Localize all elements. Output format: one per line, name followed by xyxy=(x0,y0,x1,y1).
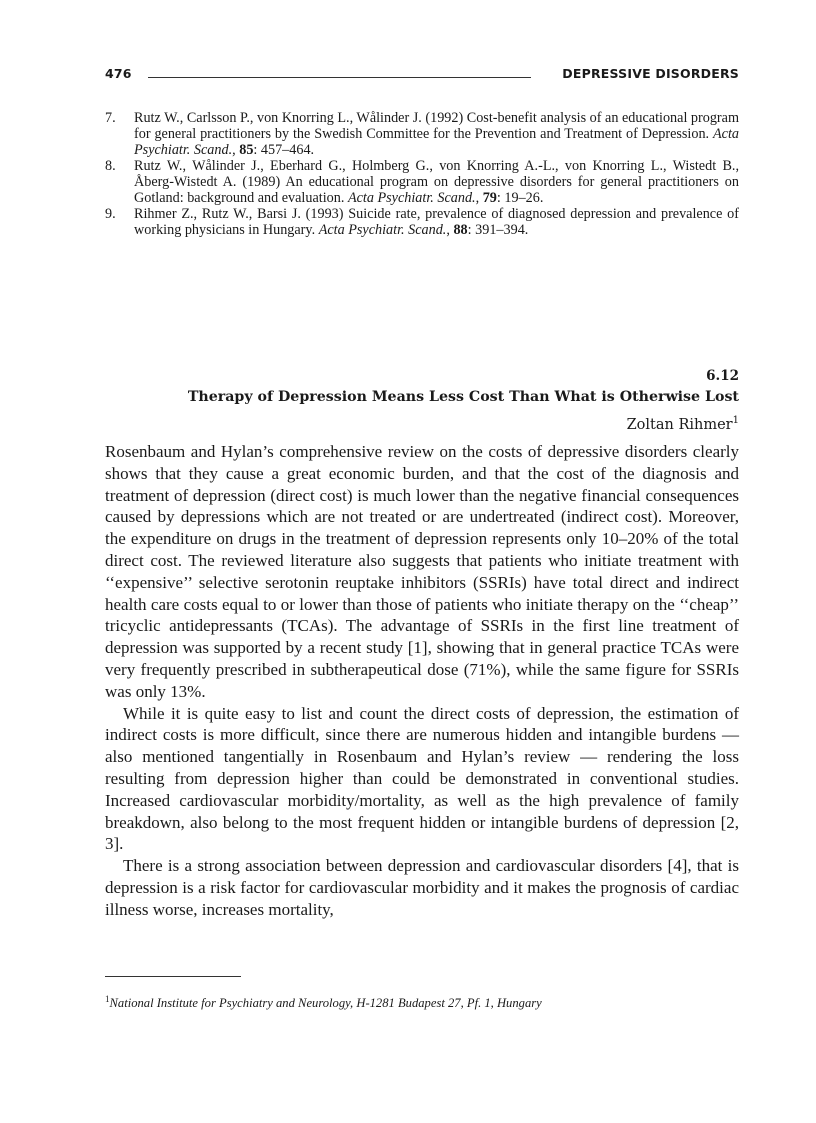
reference-volume: 85 xyxy=(239,142,254,158)
reference-pages: : 457–464. xyxy=(253,142,315,158)
footnote-text: National Institute for Psychiatry and Neurology, H-1281 Budapest 27, Pf. 1, Hungary xyxy=(109,996,542,1011)
author-footnote-marker: 1 xyxy=(732,415,739,426)
reference-journal: Acta Psychiatr. Scand. xyxy=(134,126,739,158)
reference-pages: : 19–26. xyxy=(496,190,544,206)
body-text xyxy=(105,441,739,921)
paragraph: While it is quite easy to list and count the direct costs of depression, the estimation of indirect costs is more difficult, since there are numerous hidden and intangible burdens — also mentioned tangentially in Rosenbaum and Hylan’s review — rendering the loss resulting from depression higher than could be demonstrated in conventional studies. Increased cardiovascular morbidity/mortality, as well as the high prevalence of family breakdown, also belong to the most frequent hidden or intangible burdens of depression [2, 3]. xyxy=(105,703,739,854)
reference-volume: 79 xyxy=(482,190,497,206)
reference-volume: 88 xyxy=(453,222,468,238)
reference-text: Rutz W., Carlsson P., von Knorring L., Wålinder J. (1992) Cost-benefit analysis of an educational program for general practitioners by the Swedish Committee for the Prevention and Treatment of Depression. xyxy=(134,110,739,142)
reference-list xyxy=(105,110,739,238)
reference-text: Rutz W., Wålinder J., Eberhard G., Holmberg G., von Knorring A.-L., von Knorring L., Wistedt B., Åberg-Wistedt A. (1989) An educational program on depressive disorders for general practitioners on Gotland: background and evaluation. xyxy=(134,158,739,206)
running-title: DEPRESSIVE DISORDERS xyxy=(562,66,739,81)
header-rule xyxy=(148,77,531,78)
section-author: Zoltan Rihmer xyxy=(626,416,733,433)
reference-journal: Acta Psychiatr. Scand. xyxy=(347,190,476,206)
reference-text: Rihmer Z., Rutz W., Barsi J. (1993) Suicide rate, prevalence of diagnosed depression and prevalence of working physicians in Hungary. xyxy=(134,206,739,238)
reference-item: 9. Rihmer Z., Rutz W., Barsi J. (1993) Suicide rate, prevalence of diagnosed depression and prevalence of working physicians in Hungary. Acta Psychiatr. Scand., 88: 391–394. xyxy=(105,206,739,238)
reference-number: 7. xyxy=(105,110,116,126)
section-number: 6.12 xyxy=(706,368,739,384)
section-heading xyxy=(105,366,739,438)
reference-item: 8. Rutz W., Wålinder J., Eberhard G., Holmberg G., von Knorring A.-L., von Knorring L., Wistedt B., Åberg-Wistedt A. (1989) An educational program on depressive disorders for general practitioners on Gotland: background and evaluation. Acta Psychiatr. Scand., 79: 19–26. xyxy=(105,158,739,206)
section-title: Therapy of Depression Means Less Cost Than What is Otherwise Lost xyxy=(187,389,739,405)
footnote-marker: 1 xyxy=(105,994,110,1004)
reference-item: 7. Rutz W., Carlsson P., von Knorring L., Wålinder J. (1992) Cost-benefit analysis of an educational program for general practitioners by the Swedish Committee for the Prevention and Treatment of Depression. Acta Psychiatr. Scand., 85: 457–464. xyxy=(105,110,739,158)
reference-number: 8. xyxy=(105,158,116,174)
running-head xyxy=(105,66,739,84)
paragraph: There is a strong association between depression and cardiovascular disorders [4], that is depression is a risk factor for cardiovascular morbidity and it makes the prognosis of cardiac illness worse, increases mortality, xyxy=(105,856,739,919)
reference-number: 9. xyxy=(105,206,116,222)
section-author-line xyxy=(105,408,739,438)
reference-pages: : 391–394. xyxy=(467,222,529,238)
reference-journal: Acta Psychiatr. Scand. xyxy=(318,222,447,238)
paragraph: Rosenbaum and Hylan’s comprehensive review on the costs of depressive disorders clearly shows that they cause a great economic burden, and that the cost of the diagnosis and treatment of depression (direct cost) is much lower than the negative financial consequences caused by depressions which are not treated or are undertreated (indirect cost). Moreover, the expenditure on drugs in the treatment of depression represents only 10–20% of the total direct cost. The reviewed literature also suggests that patients who initiate treatment with ‘‘expensive’’ selective serotonin reuptake inhibitors (SSRIs) have total direct and indirect health care costs equal to or lower than those of patients who initiate therapy on the ‘‘cheap’’ tricyclic antidepressants (TCAs). The advantage of SSRIs in the first line treatment of depression was supported by a recent study [1], showing that in general practice TCAs were very frequently prescribed in subtherapeutical dose (71%), while the same figure for SSRIs was only 13%. xyxy=(105,442,739,701)
footnote-rule xyxy=(105,976,241,977)
page-number: 476 xyxy=(105,66,132,81)
footnote xyxy=(105,992,739,1010)
